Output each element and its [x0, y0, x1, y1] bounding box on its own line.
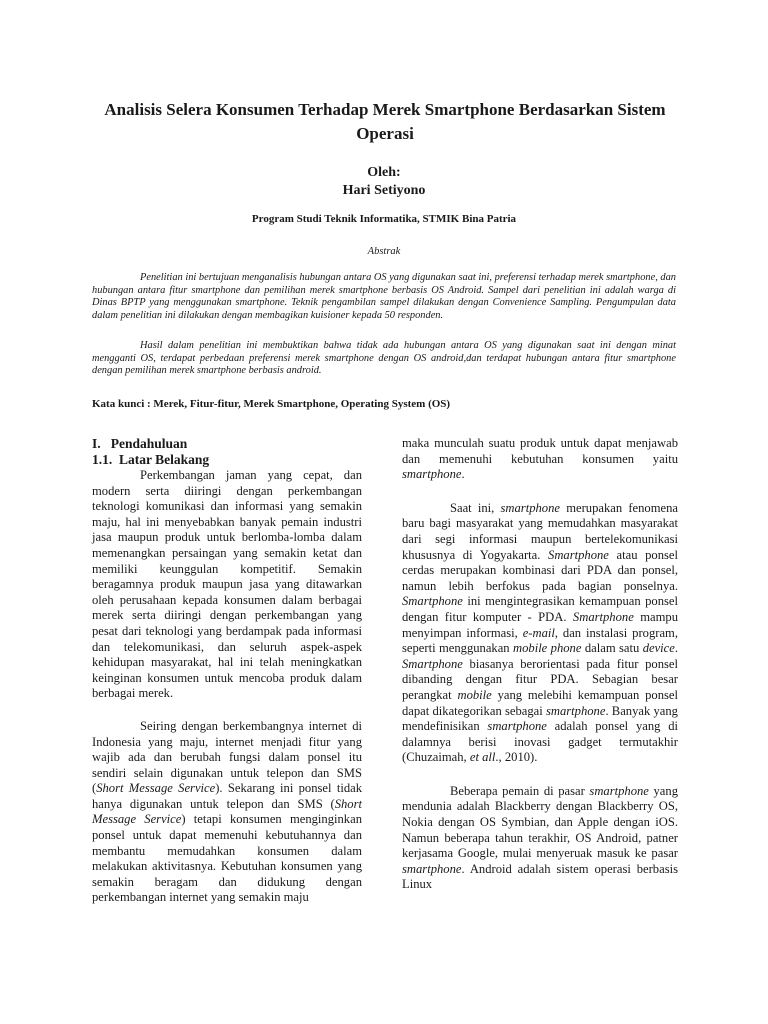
body-paragraph: maka munculah suatu produk untuk dapat menjawab dan memenuhi kebutuhan konsumen yaitu smartphone.	[402, 436, 678, 482]
affiliation: Program Studi Teknik Informatika, STMIK Bina Patria	[251, 213, 517, 225]
byline-label: Oleh:	[367, 165, 401, 180]
abstract-paragraph-1: Penelitian ini bertujuan menganalisis hubungan antara OS yang digunakan saat ini, preferensi terhadap merek smartphone, dan hubungan antara fitur smartphone dan pemilihan merek smartphone berbasis OS Android. Sampel dari penelitian ini adalah warga di Dinas BPTP yang menggunakan smartphone. Teknik pengambilan sampel dilakukan dengan Convenience Sampling. Pengumpulan data dalam penelitian ini dilakukan dengan membagikan kuisioner kepada 50 responden.	[92, 272, 676, 321]
body-paragraph: Seiring dengan berkembangnya internet di Indonesia yang maju, internet menjadi fitur yang wajib ada dan berubah fungsi dalam ponsel itu sendiri selain digunakan untuk telepon dan SMS (Short Message Service). Sekarang ini ponsel tidak hanya digunakan untuk telepon dan SMS (Short Message Service) tetapi konsumen menginginkan ponsel untuk dapat memenuhi kebutuhannya dan membantu memudahkan konsumen dalam melakukan aktivitasnya. Kebutuhan konsumen yang semakin beragam dan didukung dengan perkembangan internet yang semakin maju	[92, 718, 362, 905]
body-paragraph: Beberapa pemain di pasar smartphone yang mendunia adalah Blackberry dengan Blackberry OS, Nokia dengan OS Symbian, dan Apple dengan iOS. Namun beberapa tahun terakhir, OS Android, patner kerjasama Google, mulai menyeruak masuk ke pasar smartphone. Android adalah sistem operasi berbasis Linux	[402, 783, 678, 892]
abstract-paragraph-2: Hasil dalam penelitian ini membuktikan bahwa tidak ada hubungan antara OS yang digunakan saat ini dengan minat mengganti OS, terdapat perbedaan preferensi merek smartphone dengan OS android,dan terdapat hubungan antara fitur smartphone dengan pemilihan merek smartphone berbasis android.	[92, 340, 676, 377]
subsection-heading: 1.1. Latar Belakang	[92, 452, 210, 467]
abstract-heading: Abstrak	[367, 246, 401, 257]
left-column	[92, 436, 362, 906]
author-name: Hari Setiyono	[342, 183, 426, 198]
body-paragraph: Saat ini, smartphone merupakan fenomena baru bagi masyarakat yang memudahkan masyarakat dari segi informasi maupun bertelekomunikasi khususnya di Yogyakarta. Smartphone atau ponsel cerdas merupakan kombinasi dari PDA dan ponsel, namun lebih berfokus pada bagian ponselnya. Smartphone ini mengintegrasikan kemampuan ponsel dengan fitur komputer - PDA. Smartphone mampu menyimpan informasi, e-mail, dan instalasi program, seperti menggunakan mobile phone dalam satu device. Smartphone biasanya berorientasi pada fitur ponsel dibanding dengan fitur PDA. Sebagian besar perangkat mobile yang melebihi kemampuan ponsel dapat dikategorikan sebagai smartphone. Banyak yang mendefinisikan smartphone adalah ponsel yang di dalamnya berisi inovasi gadget termutakhir (Chuzaimah, et all., 2010).	[402, 500, 678, 765]
body-paragraph: Perkembangan jaman yang cepat, dan modern serta diiringi dengan perkembangan teknologi komunikasi dan informasi yang semakin maju, hal ini menyebabkan banyak pemain industri jasa maupun produk untuk berlomba-lomba dalam memenangkan persaingan yang semakin ketat dan memiliki keunggulan kompetitif. Semakin beragamnya produk maupun jasa yang ditawarkan oleh perusahaan kepada konsumen dalam berbagai merek serta diiringi dengan perkembangan yang pesat dari teknologi yang berdampak pada informasi dan telekomunikasi, dan seluruh aspek-aspek kehidupan masyarakat, hal ini telah meningkatkan keinginan konsumen untuk mencoba produk dalam berbagai merek.	[92, 468, 362, 701]
section-heading: I. Pendahuluan	[92, 436, 188, 451]
right-column	[402, 436, 678, 893]
paper-title: Analisis Selera Konsumen Terhadap Merek Smartphone Berdasarkan Sistem Operasi	[104, 100, 666, 143]
keywords: Kata kunci : Merek, Fitur-fitur, Merek Smartphone, Operating System (OS)	[92, 398, 451, 410]
